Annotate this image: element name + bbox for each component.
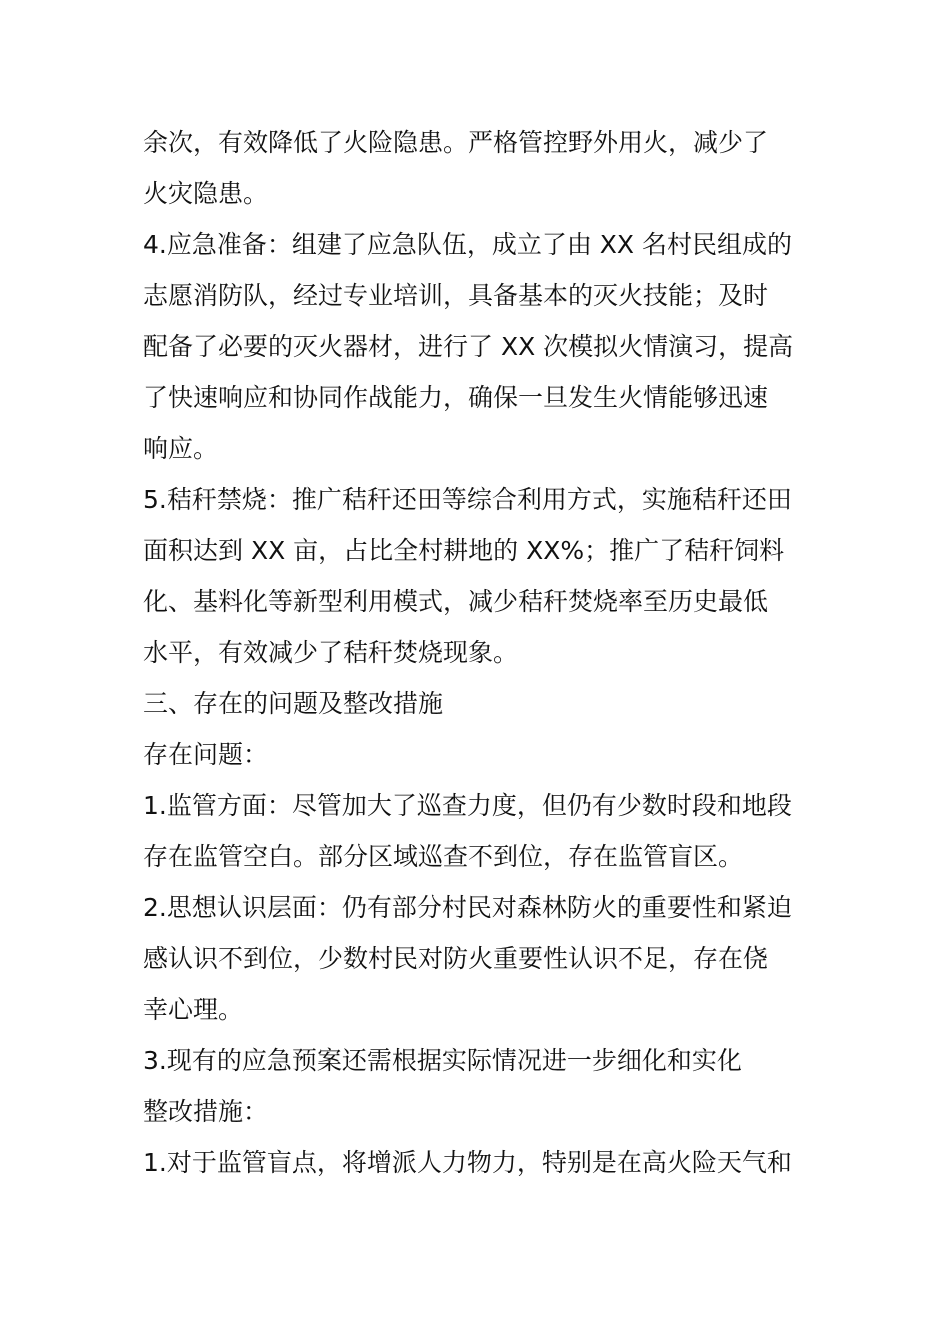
- subsection-label: 整改措施：: [143, 1097, 269, 1126]
- text-line: 了快速响应和协同作战能力，确保一旦发生火情能够迅速: [143, 383, 769, 412]
- text-line: 3.现有的应急预案还需根据实际情况进一步细化和实化: [143, 1046, 742, 1075]
- text-line: 化、基料化等新型利用模式，减少秸秆焚烧率至历史最低: [143, 587, 769, 616]
- text-line: 2.思想认识层面：仍有部分村民对森林防火的重要性和紧迫: [143, 893, 792, 922]
- text-line: 面积达到 XX 亩，占比全村耕地的 XX%；推广了秸秆饲料: [143, 536, 785, 565]
- text-line: 火灾隐患。: [143, 179, 269, 208]
- text-line: 响应。: [143, 434, 219, 463]
- text-line: 水平，有效减少了秸秆焚烧现象。: [143, 638, 519, 667]
- text-line: 感认识不到位，少数村民对防火重要性认识不足，存在侥: [143, 944, 769, 973]
- text-line: 5.秸秆禁烧：推广秸秆还田等综合利用方式，实施秸秆还田: [143, 485, 792, 514]
- text-line: 1.监管方面：尽管加大了巡查力度，但仍有少数时段和地段: [143, 791, 792, 820]
- text-line: 4.应急准备：组建了应急队伍，成立了由 XX 名村民组成的: [143, 230, 793, 259]
- text-line: 1.对于监管盲点，将增派人力物力，特别是在高火险天气和: [143, 1148, 792, 1177]
- section-heading: 三、存在的问题及整改措施: [143, 689, 444, 718]
- text-line: 余次，有效降低了火险隐患。严格管控野外用火，减少了: [143, 128, 769, 157]
- text-line: 存在监管空白。部分区域巡查不到位，存在监管盲区。: [143, 842, 744, 871]
- text-line: 幸心理。: [143, 995, 244, 1024]
- document-body: [143, 117, 815, 1188]
- text-line: 志愿消防队，经过专业培训，具备基本的灭火技能；及时: [143, 281, 769, 310]
- subsection-label: 存在问题：: [143, 740, 269, 769]
- text-line: 配备了必要的灭火器材，进行了 XX 次模拟火情演习，提高: [143, 332, 794, 361]
